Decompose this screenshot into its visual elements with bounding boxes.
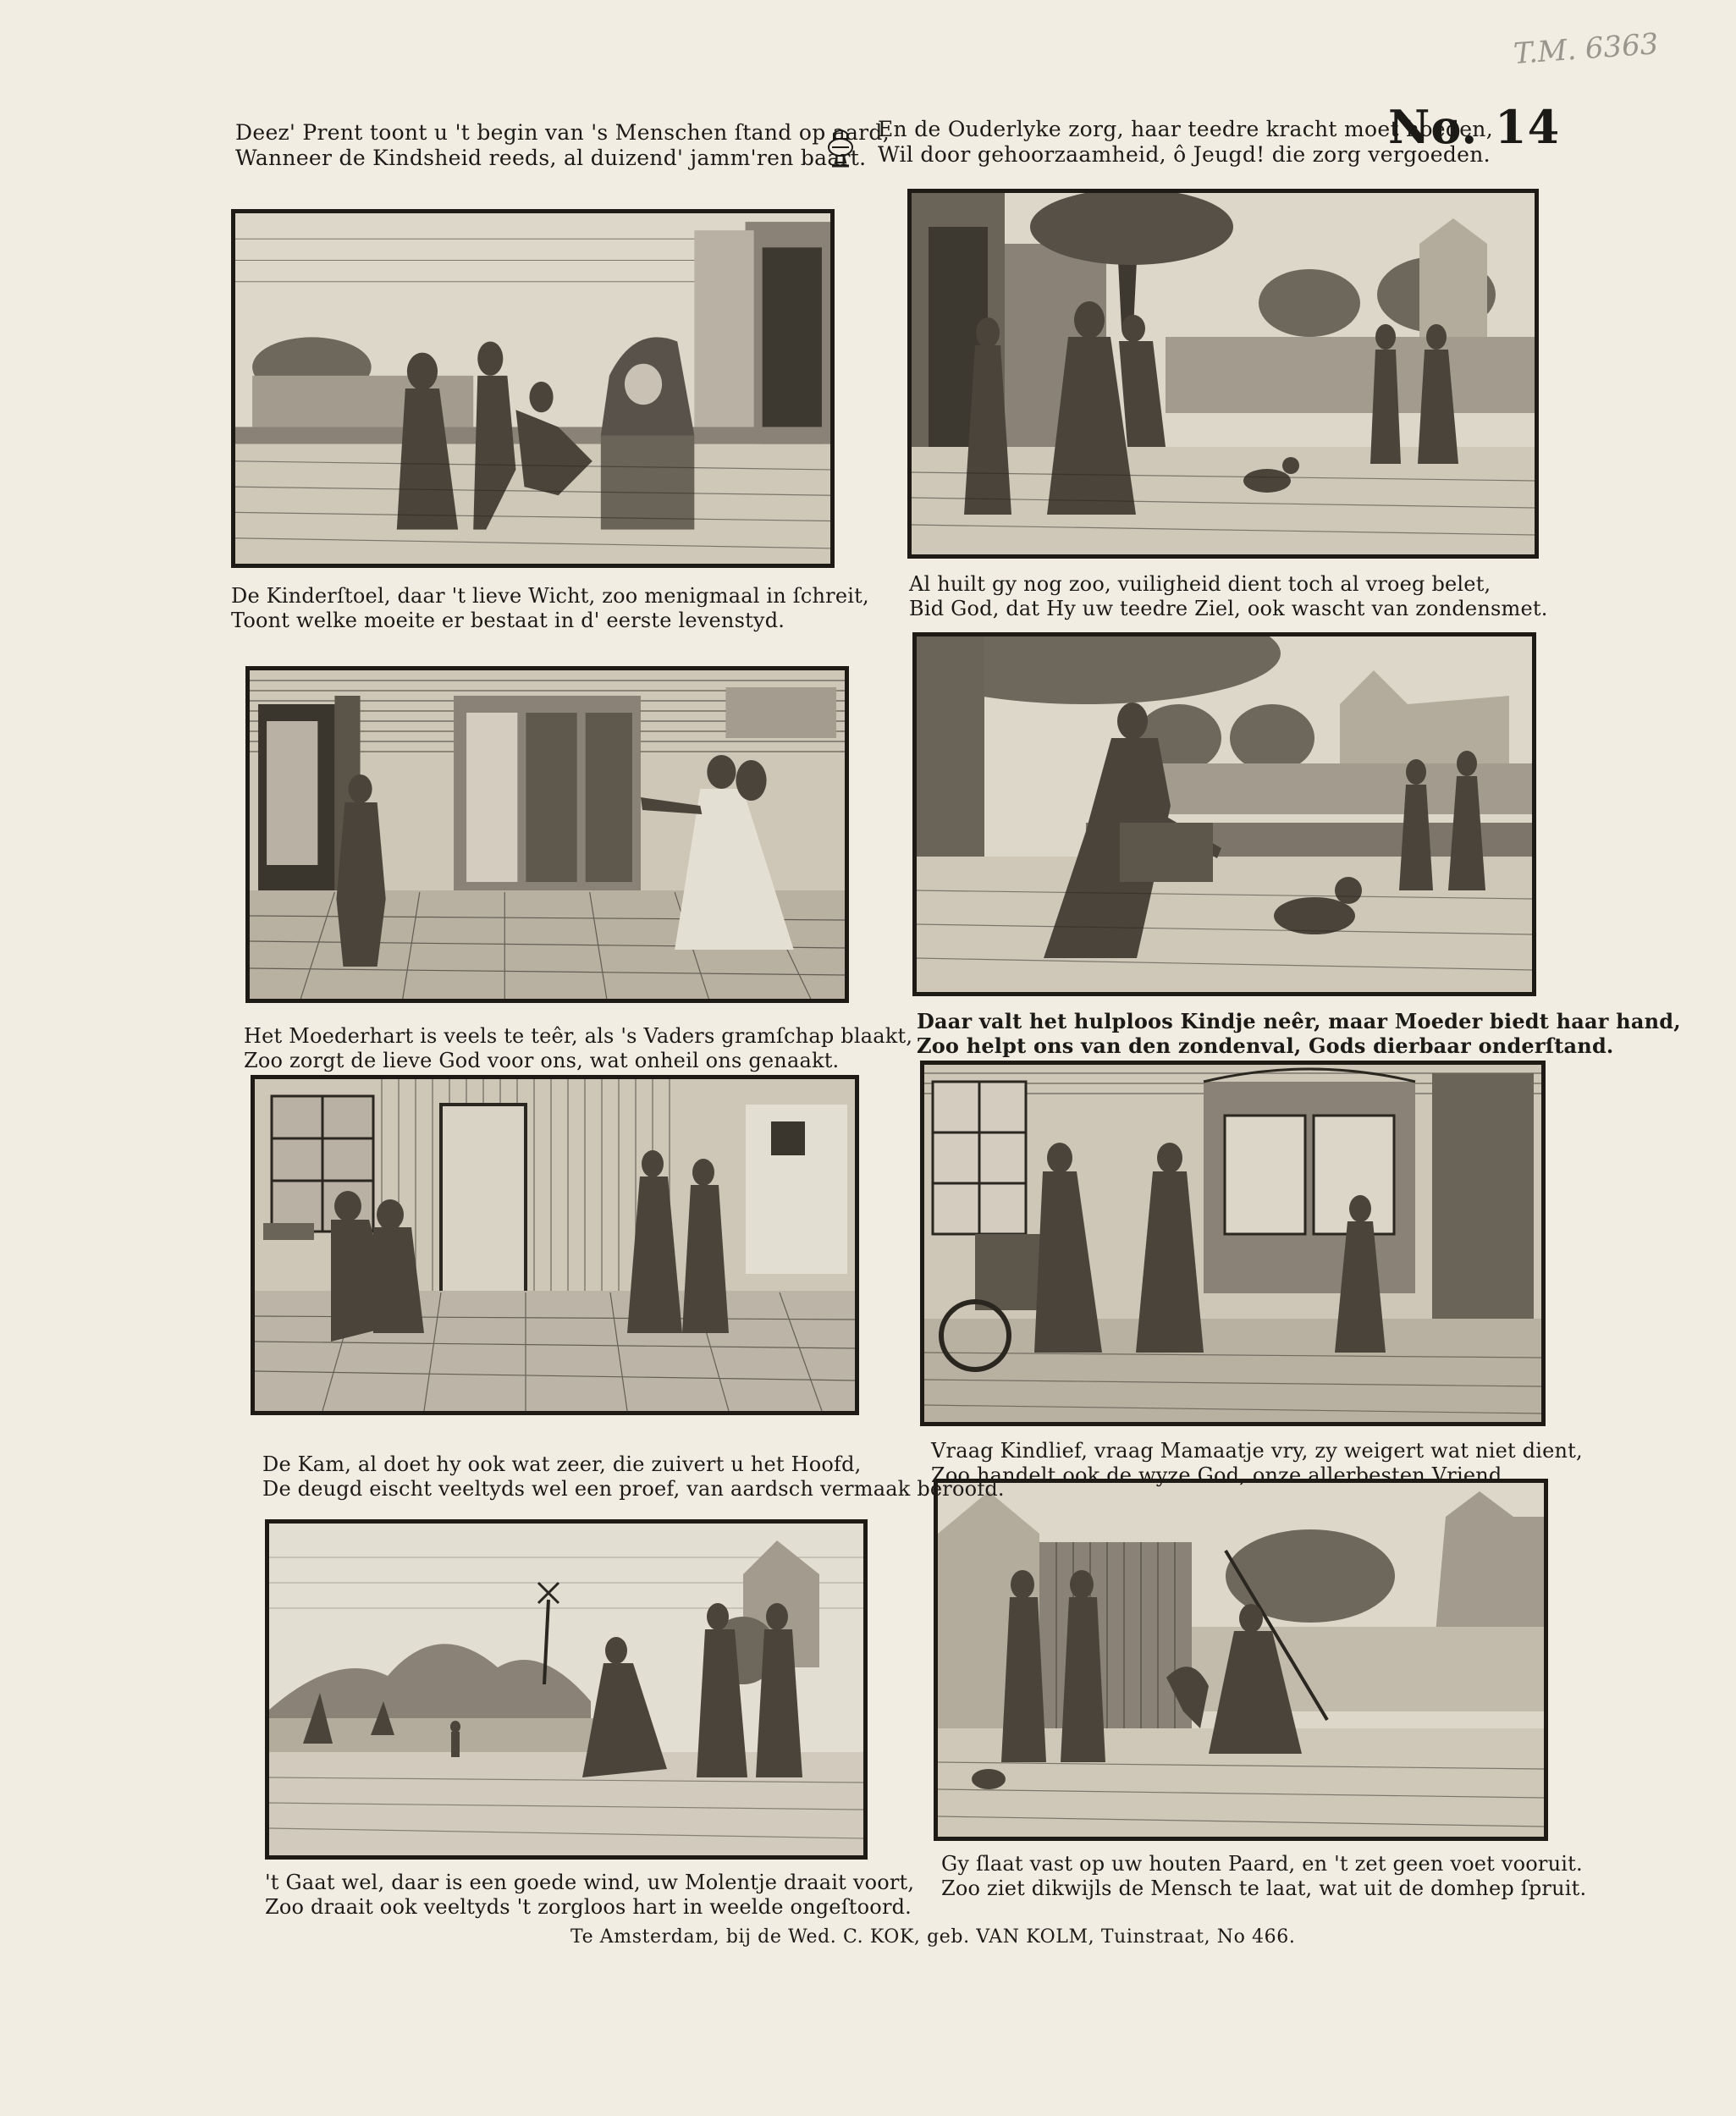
header-verse-left — [235, 120, 890, 171]
caption-5-line-2: De deugd eischt veeltyds wel een proef, van aardsch vermaak beroofd. — [262, 1477, 1005, 1501]
caption-7-line-1: 't Gaat wel, daar is een goede wind, uw Molentje draait voort, — [265, 1871, 915, 1894]
sheet-number: No. 14 — [1388, 100, 1561, 154]
woodcut-panel-4 — [912, 632, 1536, 996]
woodcut-panel-6 — [920, 1061, 1546, 1426]
caption-4-line-1: Daar valt het hulploos Kindje neêr, maar Moeder biedt haar hand, — [917, 1009, 1681, 1033]
caption-panel-7 — [265, 1871, 914, 1920]
woodcut-panel-5 — [251, 1075, 859, 1415]
caption-4-line-2: Zoo helpt ons van den zondenval, Gods dierbaar onderſtand. — [917, 1033, 1614, 1058]
header-right-line-1: En de Ouderlyke zorg, haar teedre kracht moet hoeden, — [878, 117, 1493, 141]
caption-panel-3 — [244, 1024, 912, 1073]
pencil-inventory-mark: T.M. 6363 — [1512, 27, 1660, 71]
caption-panel-8 — [941, 1852, 1586, 1901]
caption-6-line-2: Zoo handelt ook de wyze God, onze allerbesten Vriend. — [931, 1463, 1509, 1487]
caption-panel-1 — [231, 584, 869, 633]
header-left-line-1: Deez' Prent toont u 't begin van 's Menschen ſtand op aard, — [235, 120, 890, 145]
caption-panel-2 — [909, 572, 1548, 621]
publisher-imprint: Te Amsterdam, bij de Wed. C. KOK, geb. VAN KOLM, Tuinstraat, No 466. — [570, 1926, 1296, 1948]
caption-panel-5 — [262, 1452, 1005, 1502]
urn-ornament-icon — [825, 127, 856, 169]
woodcut-panel-2 — [907, 189, 1539, 559]
caption-panel-4 — [917, 1009, 1681, 1058]
woodcut-panel-8 — [934, 1479, 1548, 1841]
caption-8-line-1: Gy ſlaat vast op uw houten Paard, en 't zet geen voet vooruit. — [941, 1852, 1583, 1876]
caption-3-line-1: Het Moederhart is veels te teêr, als 's Vaders gramſchap blaakt, — [244, 1024, 913, 1048]
header-right-line-2: Wil door gehoorzaamheid, ô Jeugd! die zorg vergoeden. — [878, 142, 1491, 167]
caption-8-line-2: Zoo ziet dikwijls de Mensch te laat, wat uit de domhep ſpruit. — [941, 1876, 1587, 1900]
caption-1-line-1: De Kinderſtoel, daar 't lieve Wicht, zoo menigmaal in ſchreit, — [231, 584, 869, 608]
caption-2-line-1: Al huilt gy nog zoo, vuiligheid dient toch al vroeg belet, — [909, 572, 1491, 596]
woodcut-panel-3 — [245, 666, 849, 1003]
caption-3-line-2: Zoo zorgt de lieve God voor ons, wat onheil ons genaakt. — [244, 1049, 840, 1072]
caption-5-line-1: De Kam, al doet hy ook wat zeer, die zuivert u het Hoofd, — [262, 1452, 862, 1476]
caption-panel-6 — [931, 1439, 1583, 1488]
header-left-line-2: Wanneer de Kindsheid reeds, al duizend' jamm'ren baart. — [235, 146, 867, 170]
caption-7-line-2: Zoo draait ook veeltyds 't zorgloos hart in weelde ongeſtoord. — [265, 1895, 912, 1919]
caption-6-line-1: Vraag Kindlief, vraag Mamaatje vry, zy weigert wat niet dient, — [931, 1439, 1583, 1463]
woodcut-panel-1 — [231, 209, 835, 568]
caption-2-line-2: Bid God, dat Hy uw teedre Ziel, ook wascht van zondensmet. — [909, 597, 1548, 620]
caption-1-line-2: Toont welke moeite er bestaat in d' eerste levenstyd. — [231, 609, 785, 632]
woodcut-panel-7 — [265, 1519, 868, 1860]
